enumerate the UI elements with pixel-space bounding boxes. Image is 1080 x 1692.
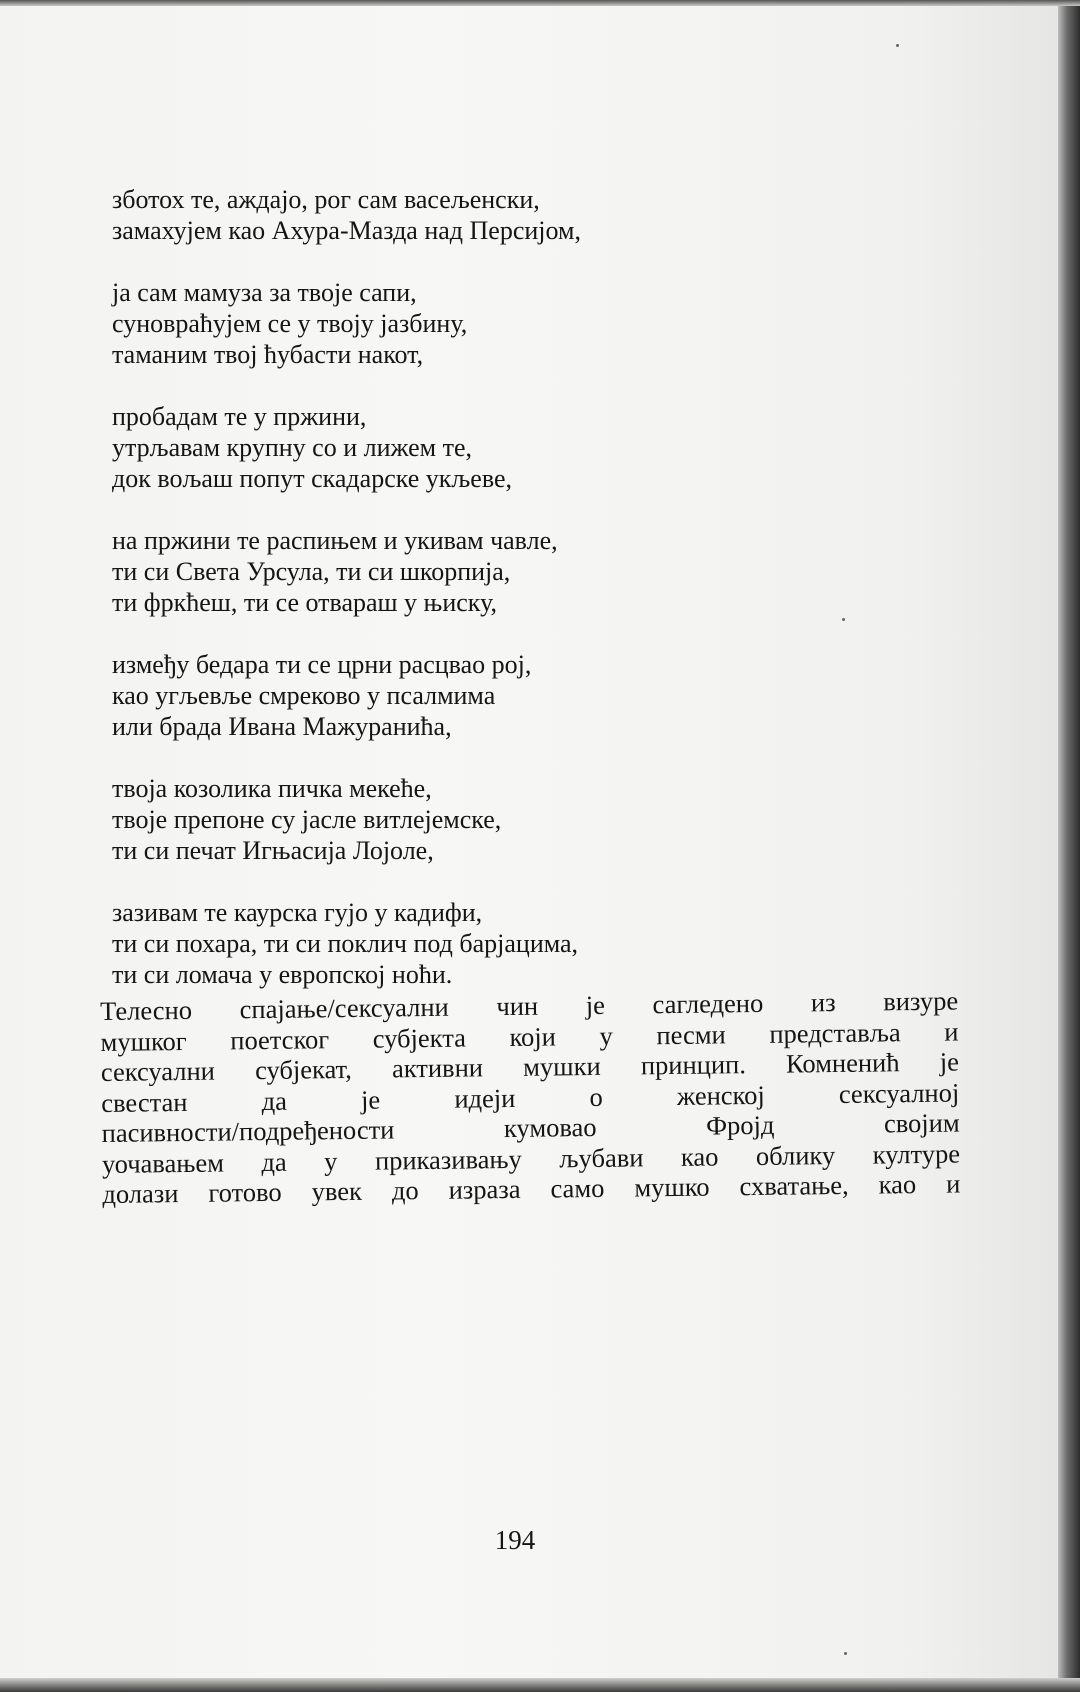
poem-line: на пржини те распињем и укивам чавле, — [112, 526, 558, 555]
stanza-4 — [112, 525, 960, 618]
poem-line: као угљевље смреково у псалмима — [112, 681, 496, 710]
stanza-6 — [112, 773, 960, 866]
poem-line: зазивам те каурска гујо у кадифи, — [112, 898, 483, 927]
poem-line: или брада Ивана Мажуранића, — [112, 712, 452, 741]
poem-line: твоја козолика пичка мекеће, — [112, 774, 432, 803]
paper-speck — [896, 44, 899, 47]
poem-line: ти си ломача у европској ноћи. — [112, 960, 453, 989]
paragraph-line: долази готово увек до израза само мушко схватање, као и — [102, 1168, 961, 1209]
poem-line: утрљавам крупну со и лижем те, — [112, 433, 473, 462]
paragraph-line: мушког поетског субјекта који у песми представља и — [100, 1016, 959, 1057]
poem-line: између бедара ти се црни расцвао рој, — [112, 650, 532, 679]
poem-line: суновраћујем се у твоју јазбину, — [112, 309, 468, 338]
paragraph-line: сексуални субјекат, активни мушки принцип. Комненић је — [100, 1046, 960, 1087]
poem-line: док вољаш попут скадарске укљеве, — [112, 464, 513, 493]
poem-line: пробадам те у пржини, — [112, 402, 367, 431]
paragraph-line: свестан да је идеји о женској сексуалној — [101, 1077, 960, 1118]
stanza-2 — [112, 277, 960, 370]
stanza-5 — [112, 649, 960, 742]
paragraph-line: уочавањем да у приказивању љубави као облику културе — [101, 1138, 961, 1179]
paragraph-line: Телесно спајање/сексуални чин је сагледено из визуре — [100, 985, 959, 1026]
stanza-3 — [112, 401, 960, 494]
poem-line: зботох те, аждајо, рог сам васељенски, — [112, 185, 540, 214]
page-text — [100, 184, 960, 1210]
poem-line: ти фркћеш, ти се отвараш у њиску, — [112, 588, 497, 617]
poem-line: ти си похара, ти си поклич под барјацима, — [112, 929, 579, 958]
poem-line: ти си Света Урсула, ти си шкорпија, — [112, 557, 511, 586]
body-paragraph — [100, 986, 961, 1210]
scan-bottom-edge — [0, 1678, 1080, 1692]
poem-line: ти си печат Игњасија Лојоле, — [112, 836, 434, 865]
poem-line: таманим твој ћубасти накот, — [112, 340, 424, 369]
scan-top-edge — [0, 0, 1080, 6]
page-number: 194 — [494, 1525, 536, 1555]
stanza-1 — [112, 184, 960, 246]
paper-speck — [844, 1652, 847, 1655]
paragraph-line: пасивности/подређености кумовао Фројд својим — [101, 1107, 960, 1148]
paper-speck — [842, 618, 845, 621]
poem-line: замахујем као Ахура-Мазда над Персијом, — [112, 216, 581, 245]
stanza-7 — [112, 897, 960, 990]
book-spine-shadow — [1058, 0, 1080, 1692]
poem-line: твоје препоне су јасле витлејемске, — [112, 805, 502, 834]
poem-line: ја сам мамуза за твоје сапи, — [112, 278, 417, 307]
